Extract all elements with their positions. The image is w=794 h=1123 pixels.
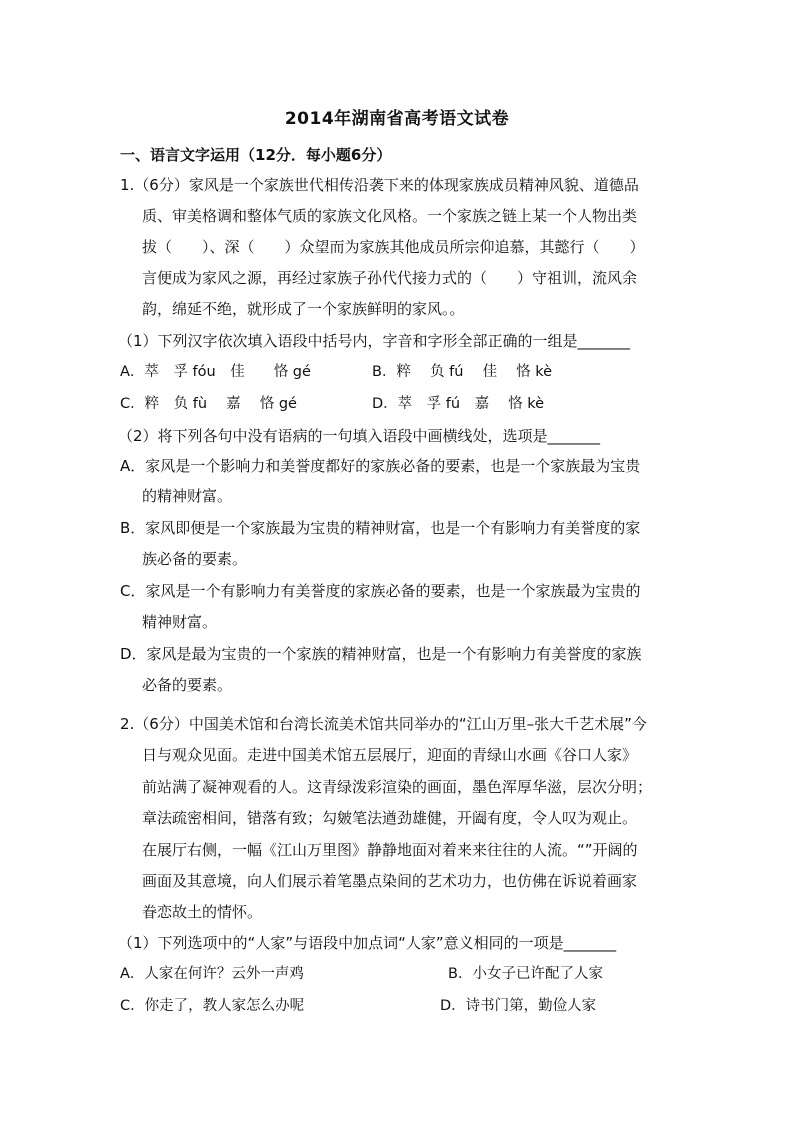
q1-sub2-option-b: B．家风即便是一个家族最为宝贵的精神财富，也是一个有影响力有美誉度的家 bbox=[120, 519, 641, 537]
q2-line-5: 在展厅右侧，一幅《江山万里图》静静地面对着来来往往的人流。“”开阔的 bbox=[142, 841, 638, 859]
q1-line-1: 1.（6分）家风是一个家族世代相传沿袭下来的体现家族成员精神风貌、道德品 bbox=[120, 176, 639, 194]
q2-sub1-option-b: B．小女子已许配了人家 bbox=[448, 966, 603, 982]
q1-sub1-option-c: C．粹 负 fù 嘉 恪 gé bbox=[120, 396, 297, 412]
q1-line-3: 拔（ ）、深（ ）众望而为家族其他成员所宗仰追慕，其懿行（ ） bbox=[142, 238, 645, 256]
q1-sub2-prompt: （2）将下列各句中没有语病的一句填入语段中画横线处，选项是_______ bbox=[118, 427, 601, 445]
q1-sub1-option-b: B．粹 负 fú 佳 恪 kè bbox=[372, 364, 553, 380]
q1-line-4: 言便成为家风之源，再经过家族子孙代代接力式的（ ）守祖训，流风余 bbox=[142, 269, 638, 287]
q1-line-2: 质、审美格调和整体气质的家族文化风格。一个家族之链上某一个人物出类 bbox=[142, 207, 638, 225]
q1-sub1-prompt: （1）下列汉字依次填入语段中括号内，字音和字形全部正确的一组是_______ bbox=[118, 332, 631, 350]
q2-line-1: 2.（6分）中国美术馆和台湾长流美术馆共同举办的“江山万里–张大千艺术展”今 bbox=[120, 715, 647, 733]
q2-line-2: 日与观众见面。走进中国美术馆五层展厅，迎面的青绿山水画《谷口人家》 bbox=[142, 746, 638, 764]
q1-sub1-option-d: D．萃 孚 fú 嘉 恪 kè bbox=[372, 396, 545, 412]
section-heading: 一、语言文字运用（12分．每小题6分） bbox=[120, 146, 392, 164]
q1-sub2-option-a-cont: 的精神财富。 bbox=[142, 487, 233, 505]
q1-sub1-option-a: A．萃 孚 fóu 佳 恪 gé bbox=[120, 364, 311, 380]
q2-line-3: 前站满了凝神观看的人。这青绿泼彩渲染的画面，墨色浑厚华滋，层次分明； bbox=[142, 778, 653, 796]
q2-sub1-option-d: D．诗书门第，勤俭人家 bbox=[440, 998, 597, 1014]
q1-sub2-option-a: A．家风是一个影响力和美誉度都好的家族必备的要素，也是一个家族最为宝贵 bbox=[120, 457, 641, 475]
q1-sub2-option-d: D．家风是最为宝贵的一个家族的精神财富，也是一个有影响力有美誉度的家族 bbox=[120, 645, 642, 663]
q2-line-6: 画面及其意境，向人们展示着笔墨点染间的艺术功力，也仿佛在诉说着画家 bbox=[142, 872, 638, 890]
q1-sub2-option-c-cont: 精神财富。 bbox=[142, 613, 218, 631]
q1-line-5: 韵，绵延不绝，就形成了一个家族鲜明的家风。。 bbox=[142, 300, 465, 318]
q2-sub1-prompt: （1）下列选项中的“人家”与语段中加点词“人家”意义相同的一项是_______ bbox=[118, 934, 617, 952]
q1-sub2-option-b-cont: 族必备的要素。 bbox=[142, 550, 248, 568]
q2-sub1-option-a: A．人家在何许？云外一声鸡 bbox=[120, 966, 304, 982]
q2-line-4: 章法疏密相间，错落有致；勾皴笔法遒劲雄健，开阖有度，令人叹为观止。 bbox=[142, 809, 638, 827]
q1-sub2-option-c: C．家风是一个有影响力有美誉度的家族必备的要素，也是一个家族最为宝贵的 bbox=[120, 582, 641, 600]
q1-sub2-option-d-cont: 必备的要素。 bbox=[142, 676, 233, 694]
q2-line-7: 眷恋故土的情怀。 bbox=[142, 903, 263, 921]
page-title: 2014年湖南省高考语文试卷 bbox=[284, 109, 510, 129]
q2-sub1-option-c: C．你走了，教人家怎么办呢 bbox=[120, 998, 305, 1014]
